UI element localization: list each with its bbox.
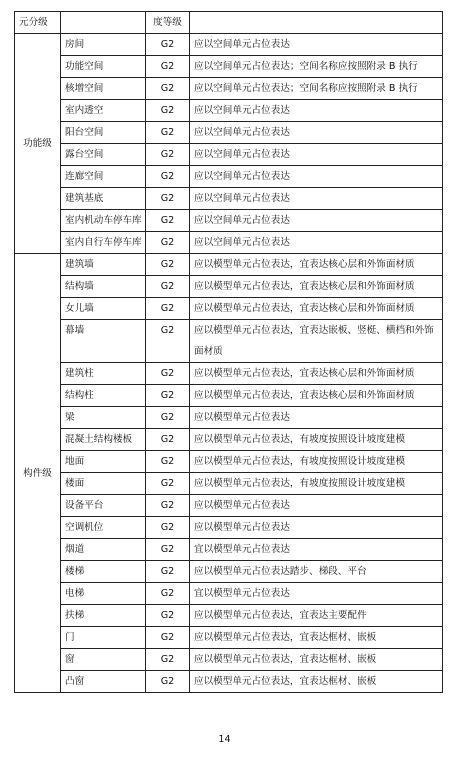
element-name: 建筑柱 xyxy=(61,363,146,385)
grade-level: G2 xyxy=(146,254,190,276)
grade-level: G2 xyxy=(146,429,190,451)
table-row xyxy=(15,166,443,188)
element-name: 楼面 xyxy=(61,473,146,495)
table-row xyxy=(15,451,443,473)
grade-level: G2 xyxy=(146,583,190,605)
grade-level: G2 xyxy=(146,276,190,298)
grade-level: G2 xyxy=(146,320,190,363)
element-description: 应以模型单元占位表达，宜表达核心层和外饰面材质 xyxy=(190,363,443,385)
element-name: 电梯 xyxy=(61,583,146,605)
grade-level: G2 xyxy=(146,34,190,56)
element-description: 应以空间单元占位表达 xyxy=(190,210,443,232)
grade-level: G2 xyxy=(146,627,190,649)
element-description: 应以模型单元占位表达，宜表达核心层和外饰面材质 xyxy=(190,254,443,276)
table-row xyxy=(15,627,443,649)
element-description: 应以模型单元占位表达，有坡度按照设计坡度建模 xyxy=(190,429,443,451)
element-name: 窗 xyxy=(61,649,146,671)
element-description: 应以空间单元占位表达；空间名称应按照附录 B 执行 xyxy=(190,56,443,78)
grade-level: G2 xyxy=(146,671,190,693)
table-row xyxy=(15,605,443,627)
element-description: 应以空间单元占位表达 xyxy=(190,188,443,210)
table-row xyxy=(15,363,443,385)
table-row xyxy=(15,583,443,605)
grade-level: G2 xyxy=(146,517,190,539)
element-name: 房间 xyxy=(61,34,146,56)
group-label: 构件级 xyxy=(15,254,61,693)
element-description: 应以模型单元占位表达，宜表达核心层和外饰面材质 xyxy=(190,385,443,407)
element-name: 建筑墙 xyxy=(61,254,146,276)
table-row xyxy=(15,298,443,320)
element-name: 楼梯 xyxy=(61,561,146,583)
table-row xyxy=(15,320,443,363)
grade-level: G2 xyxy=(146,166,190,188)
element-name: 梁 xyxy=(61,407,146,429)
element-description: 应以空间单元占位表达 xyxy=(190,166,443,188)
table-row xyxy=(15,539,443,561)
element-name: 扶梯 xyxy=(61,605,146,627)
element-description: 应以空间单元占位表达 xyxy=(190,100,443,122)
header-classification: 元分级 xyxy=(15,12,61,34)
element-description: 应以空间单元占位表达 xyxy=(190,122,443,144)
element-name: 结构墙 xyxy=(61,276,146,298)
element-description: 宜以模型单元占位表达 xyxy=(190,583,443,605)
element-name: 室内透空 xyxy=(61,100,146,122)
element-name: 结构柱 xyxy=(61,385,146,407)
element-description: 应以模型单元占位表达 xyxy=(190,407,443,429)
element-name: 地面 xyxy=(61,451,146,473)
table-row xyxy=(15,254,443,276)
element-description: 应以模型单元占位表达，宜表达框材、嵌板 xyxy=(190,671,443,693)
table-row xyxy=(15,210,443,232)
element-description: 应以模型单元占位表达，宜表达核心层和外饰面材质 xyxy=(190,276,443,298)
grade-level: G2 xyxy=(146,188,190,210)
element-description: 应以空间单元占位表达 xyxy=(190,144,443,166)
grade-level: G2 xyxy=(146,100,190,122)
grade-level: G2 xyxy=(146,363,190,385)
table-row xyxy=(15,517,443,539)
table-row xyxy=(15,34,443,56)
table-row xyxy=(15,100,443,122)
element-description: 应以模型单元占位表达踏步、梯段、平台 xyxy=(190,561,443,583)
element-name: 幕墙 xyxy=(61,320,146,363)
table-row xyxy=(15,495,443,517)
element-name: 建筑基底 xyxy=(61,188,146,210)
element-description: 应以模型单元占位表达 xyxy=(190,495,443,517)
element-description: 应以模型单元占位表达，宜表达框材、嵌板 xyxy=(190,649,443,671)
spec-table xyxy=(14,11,443,693)
element-name: 露台空间 xyxy=(61,144,146,166)
table-row xyxy=(15,144,443,166)
element-name: 烟道 xyxy=(61,539,146,561)
element-name: 连廊空间 xyxy=(61,166,146,188)
table-row xyxy=(15,122,443,144)
table-row xyxy=(15,232,443,254)
grade-level: G2 xyxy=(146,407,190,429)
element-description: 应以模型单元占位表达，宜表达核心层和外饰面材质 xyxy=(190,298,443,320)
element-description: 应以模型单元占位表达，宜表达主要配件 xyxy=(190,605,443,627)
table-row xyxy=(15,407,443,429)
element-name: 空调机位 xyxy=(61,517,146,539)
element-description: 宜以模型单元占位表达 xyxy=(190,539,443,561)
element-name: 凸窗 xyxy=(61,671,146,693)
grade-level: G2 xyxy=(146,451,190,473)
grade-level: G2 xyxy=(146,473,190,495)
group-label: 功能级 xyxy=(15,34,61,254)
table-row xyxy=(15,473,443,495)
element-name: 女儿墙 xyxy=(61,298,146,320)
element-name: 设备平台 xyxy=(61,495,146,517)
header-description xyxy=(190,12,443,34)
grade-level: G2 xyxy=(146,298,190,320)
element-name: 门 xyxy=(61,627,146,649)
grade-level: G2 xyxy=(146,232,190,254)
element-description: 应以模型单元占位表达，有坡度按照设计坡度建模 xyxy=(190,451,443,473)
page-number: 14 xyxy=(218,734,231,745)
element-name: 功能空间 xyxy=(61,56,146,78)
element-name: 室内自行车停车库 xyxy=(61,232,146,254)
grade-level: G2 xyxy=(146,210,190,232)
grade-level: G2 xyxy=(146,122,190,144)
table-row xyxy=(15,429,443,451)
grade-level: G2 xyxy=(146,539,190,561)
element-name: 阳台空间 xyxy=(61,122,146,144)
table-body xyxy=(15,34,443,693)
table-row xyxy=(15,561,443,583)
grade-level: G2 xyxy=(146,495,190,517)
grade-level: G2 xyxy=(146,144,190,166)
table-row xyxy=(15,188,443,210)
element-description: 应以模型单元占位表达 xyxy=(190,517,443,539)
grade-level: G2 xyxy=(146,649,190,671)
element-name: 核增空间 xyxy=(61,78,146,100)
table-row xyxy=(15,78,443,100)
element-name: 混凝土结构楼板 xyxy=(61,429,146,451)
grade-level: G2 xyxy=(146,561,190,583)
table-header-row xyxy=(15,12,443,34)
grade-level: G2 xyxy=(146,56,190,78)
table-row xyxy=(15,56,443,78)
table-row xyxy=(15,276,443,298)
table-row xyxy=(15,671,443,693)
element-description: 应以模型单元占位表达，宜表达嵌板、竖梃、横档和外饰面材质 xyxy=(190,320,443,363)
element-description: 应以模型单元占位表达，有坡度按照设计坡度建模 xyxy=(190,473,443,495)
element-description: 应以空间单元占位表达；空间名称应按照附录 B 执行 xyxy=(190,78,443,100)
element-description: 应以模型单元占位表达，宜表达框材、嵌板 xyxy=(190,627,443,649)
grade-level: G2 xyxy=(146,385,190,407)
grade-level: G2 xyxy=(146,78,190,100)
element-description: 应以空间单元占位表达 xyxy=(190,232,443,254)
header-element xyxy=(61,12,146,34)
table-row xyxy=(15,649,443,671)
element-name: 室内机动车停车库 xyxy=(61,210,146,232)
grade-level: G2 xyxy=(146,605,190,627)
table-row xyxy=(15,385,443,407)
header-level: 度等级 xyxy=(146,12,190,34)
element-description: 应以空间单元占位表达 xyxy=(190,34,443,56)
